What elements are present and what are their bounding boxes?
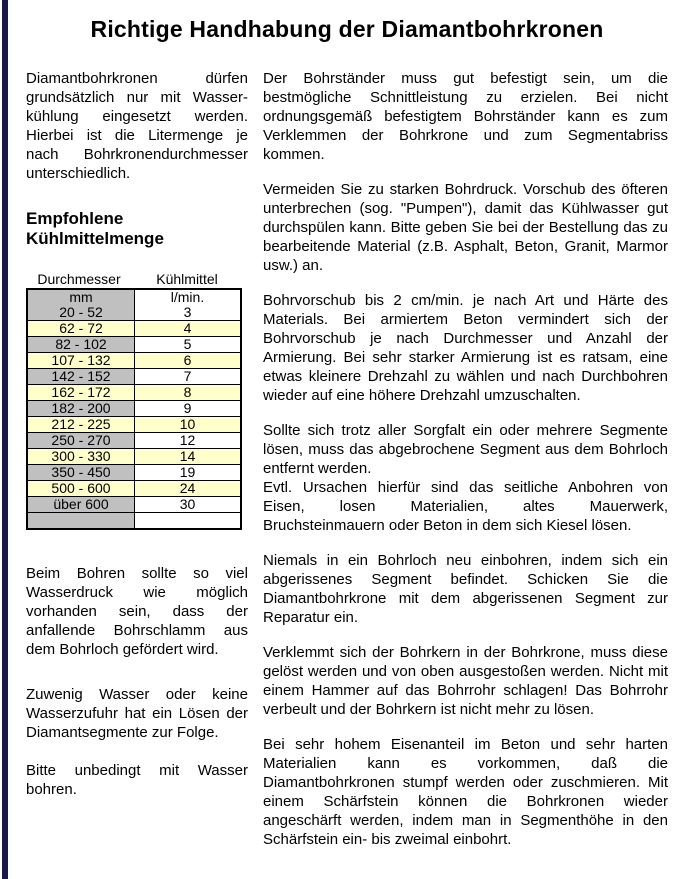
coolant-cell	[135, 513, 242, 530]
diameter-cell: über 600	[27, 497, 135, 513]
table-row	[27, 465, 241, 481]
diameter-cell: 62 - 72	[27, 321, 135, 337]
paragraph-stuck-core: Verklemmt sich der Bohrkern in der Bohrkrone, muss diese gelöst werden und von oben ausgestoßen werden. Nicht mit einem Hammer auf das Bohrrohr schlagen! Das Bohrrohr verbeult und der Bohrkern ist nicht mehr zu lösen.	[263, 644, 668, 718]
paragraph-drill-with-water: Bitte unbedingt mit Wasser bohren.	[26, 762, 248, 798]
table-row	[27, 433, 241, 449]
coolant-cell: 10	[135, 417, 242, 433]
unit-label-mm: mm	[69, 289, 93, 305]
coolant-cell: 5	[135, 337, 242, 353]
document-body	[26, 69, 668, 865]
coolant-cell: 6	[135, 353, 242, 369]
left-column	[26, 69, 248, 799]
paragraph-never-redrill: Niemals in ein Bohrloch neu einbohren, indem sich ein abgerissenes Segment befindet. Schicken Sie die Diamantbohrkrone mit dem abgerissenen Segment zur Reparatur ein.	[263, 552, 668, 626]
table-row	[27, 337, 241, 353]
diameter-cell: 500 - 600	[27, 481, 135, 497]
unit-label-lmin: l/min.	[170, 289, 205, 305]
page-title: Richtige Handhabung der Diamantbohrkronen	[90, 16, 604, 42]
paragraph-drill-pressure: Vermeiden Sie zu starken Bohrdruck. Vorschub des öfteren unterbrechen (sog. "Pumpen"), damit das Kühlwasser gut durchspülen kann. Bitte geben Sie bei der Bestellung das zu bearbeitende Material (z.B. Asphalt, Beton, Granit, Marmor usw.) an.	[263, 181, 668, 274]
table-row	[27, 513, 241, 530]
coolant-cell: 8	[135, 385, 242, 401]
coolant-cell: 7	[135, 369, 242, 385]
diameter-cell: 107 - 132	[27, 353, 135, 369]
paragraph-segment-loss: Sollte sich trotz aller Sorgfalt ein oder mehrere Segmente lösen, muss das abgebrochene Segment aus dem Bohrloch entfernt werden.	[263, 422, 668, 477]
paragraph-drill-rig: Der Bohrständer muss gut befestigt sein, um die bestmögliche Schnittleistung zu erzielen. Bei nicht ordnungsgemäß befestigtem Bohrständer kann es zum Verklemmen der Bohrkrone und zum Segmentabriss kommen.	[263, 70, 668, 163]
page-accent-border	[2, 0, 8, 879]
coolant-cell: 30	[135, 497, 242, 513]
intro-paragraph: Diamantbohrkronen dürfen grundsätzlich nur mit Wasser-kühlung eingesetzt werden. Hierbei ist die Litermenge je nach Bohrkronendurchmesser unterschiedlich.	[26, 70, 248, 182]
paragraph-feed-rate: Bohrvorschub bis 2 cm/min. je nach Art und Härte des Materials. Bei armiertem Beton vermindert sich der Bohrvorschub je nach Durchmesser und Anzahl der Armierung. Bei sehr starker Armierung ist es ratsam, eine etwas kleinere Drehzahl zu wählen und nach Durchbohren wieder auf eine höhere Drehzahl umzuschalten.	[263, 292, 668, 404]
paragraph-segment-causes: Evtl. Ursachen hierfür sind das seitliche Anbohren von Eisen, losen Materialien, altes Mauerwerk, Bruchsteinmauern oder Beton in dem sich Kiesel lösen.	[263, 479, 668, 534]
table-row	[27, 481, 241, 497]
diameter-cell: 300 - 330	[27, 449, 135, 465]
table-row	[27, 449, 241, 465]
coolant-cell: 12	[135, 433, 242, 449]
table-row	[27, 353, 241, 369]
coolant-table-header	[26, 271, 242, 287]
table-row	[27, 497, 241, 513]
diameter-cell: 212 - 225	[27, 417, 135, 433]
diameter-cell: 82 - 102	[27, 337, 135, 353]
diameter-cell: 350 - 450	[27, 465, 135, 481]
table-row	[27, 417, 241, 433]
diameter-cell: mm 20 - 52	[27, 289, 135, 321]
right-column	[263, 69, 668, 865]
coolant-cell: 9	[135, 401, 242, 417]
paragraph-sharpening: Bei sehr hohem Eisenanteil im Beton und sehr harten Materialien kann es vorkommen, daß die Diamantbohrkronen stumpf werden oder zuschmieren. Mit einem Schärfstein können die Bohrkronen wieder angeschärft werden, indem man in Segmenthöhe in den Schärfstein ein- bis zweimal einbohrt.	[263, 736, 668, 848]
diameter-cell: 162 - 172	[27, 385, 135, 401]
diameter-cell: 182 - 200	[27, 401, 135, 417]
coolant-table	[26, 288, 242, 530]
table-row	[27, 289, 241, 321]
coolant-cell: l/min. 3	[135, 289, 242, 321]
diameter-cell: 142 - 152	[27, 369, 135, 385]
table-row	[27, 401, 241, 417]
column-header-coolant: Kühlmittel	[156, 271, 218, 287]
paragraph-too-little-water: Zuwenig Wasser oder keine Wasserzufuhr hat ein Lösen der Diamantsegmente zur Folge.	[26, 686, 248, 741]
paragraph-water-pressure: Beim Bohren sollte so viel Wasserdruck wie möglich vorhanden sein, dass der anfallende Bohrschlamm aus dem Bohrloch gefördert wird.	[26, 565, 248, 658]
column-header-diameter: Durchmesser	[37, 271, 121, 287]
table-row	[27, 385, 241, 401]
coolant-cell: 14	[135, 449, 242, 465]
diameter-cell	[27, 513, 135, 530]
coolant-cell: 24	[135, 481, 242, 497]
coolant-cell: 19	[135, 465, 242, 481]
coolant-cell: 4	[135, 321, 242, 337]
coolant-heading: Empfohlene Kühlmittelmenge	[26, 209, 164, 248]
diameter-cell: 250 - 270	[27, 433, 135, 449]
table-row	[27, 321, 241, 337]
table-row	[27, 369, 241, 385]
